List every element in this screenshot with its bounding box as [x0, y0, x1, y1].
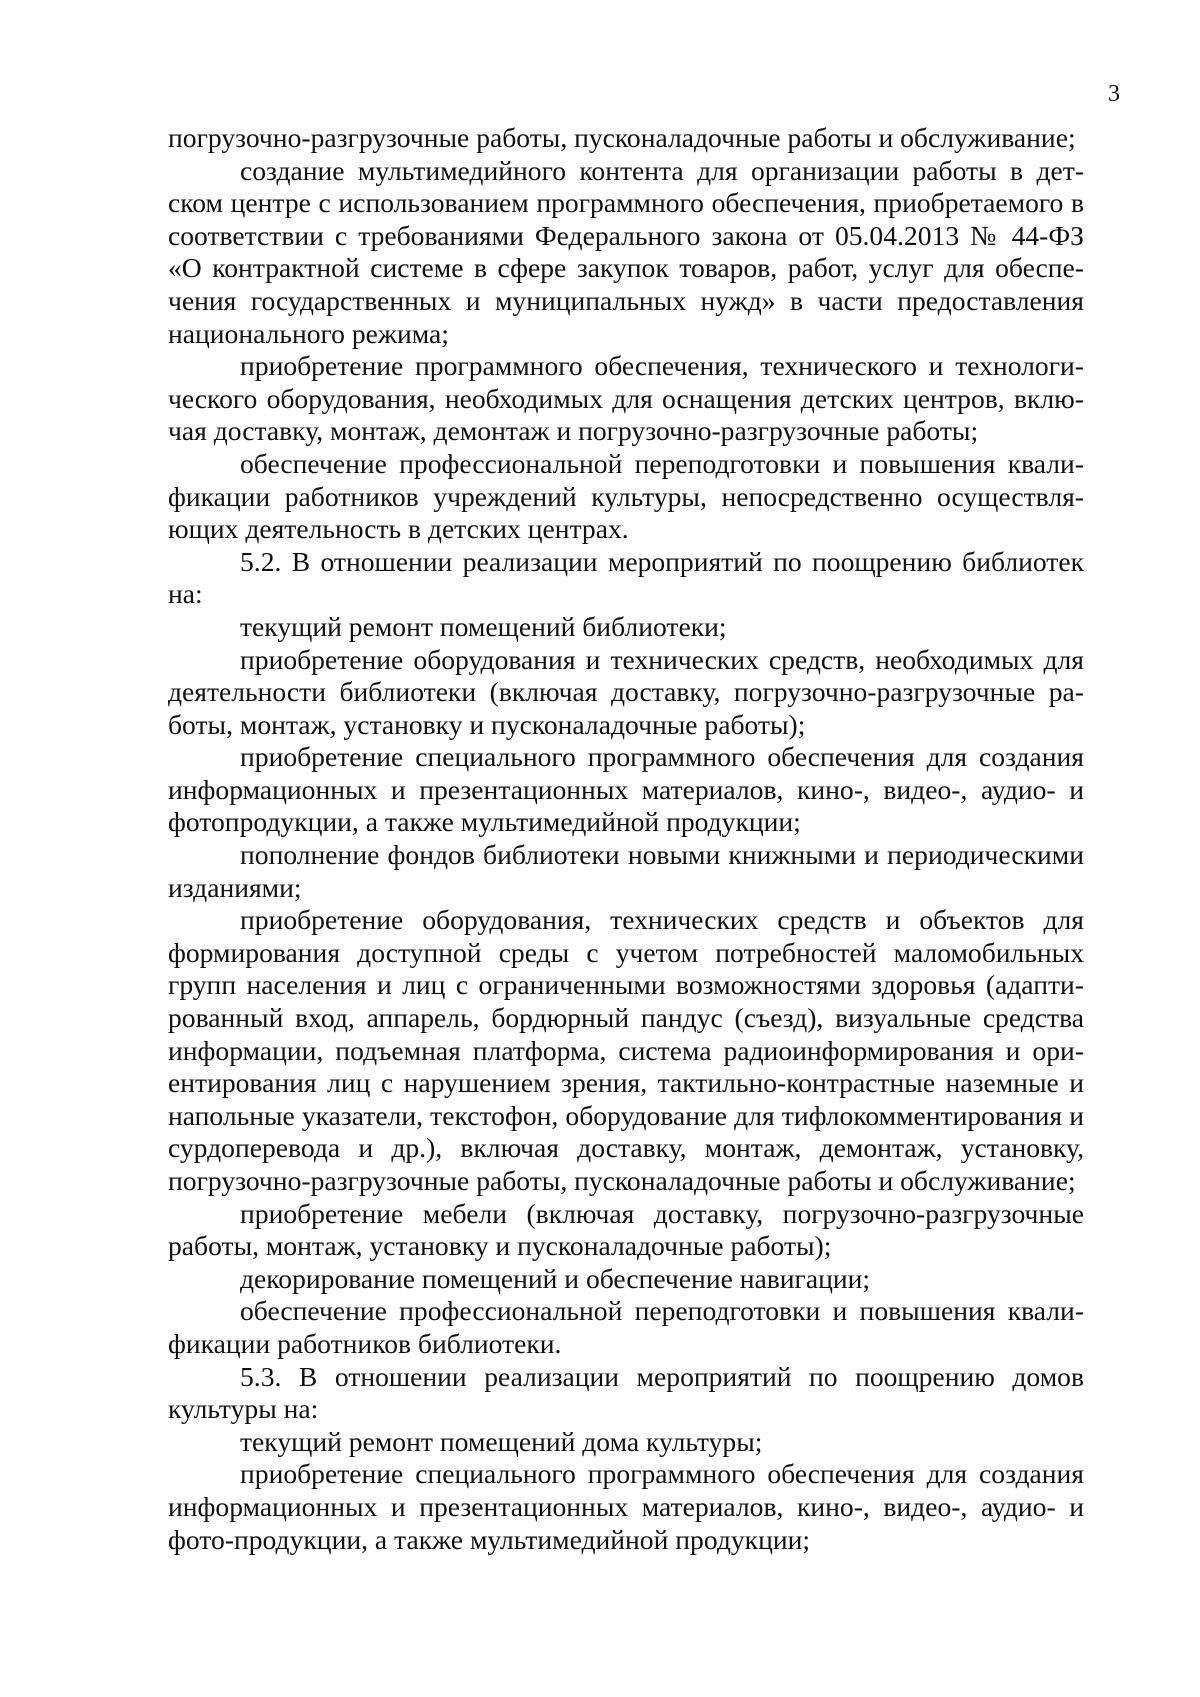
paragraph-library-repair: текущий ремонт помещений библиотеки;: [240, 610, 727, 642]
document-body: [168, 122, 1084, 1556]
paragraph-library-funds: пополнение фондов библиотеки новыми книжными и периодическими изданиями;: [168, 839, 1084, 903]
paragraph-accessible-environment: приобретение оборудования, технических средств и объектов для формирования доступной среды с учетом потребностей маломобильных групп населения и лиц с ограниченными возможностями здоровья (адаптированный вход, аппарель, бордюрный пандус (съезд), визуальные средства информации, подъемная платформа, система радиоинформирования и ориентирования лиц с нарушением зрения, тактильно-контрастные наземные и напольные указатели, текстофон, оборудование для тифлокомментирования и сурдоперевода и др.), включая доставку, монтаж, демонтаж, установку, погрузочно-разгрузочные работы, пусконаладочные работы и обслуживание;: [168, 904, 1084, 1196]
paragraph-library-staff-training: обеспечение профессиональной переподготовки и повышения квалификации работников библиотеки.: [168, 1295, 1084, 1359]
paragraph-furniture: приобретение мебели (включая доставку, погрузочно-разгрузочные работы, монтаж, установку и пусконаладочные работы);: [168, 1197, 1084, 1262]
section-5-2-heading: 5.2. В отношении реализации мероприятий по поощрению библиотек на:: [168, 545, 1084, 610]
paragraph-culture-house-repair: текущий ремонт помещений дома культуры;: [240, 1425, 763, 1457]
paragraph-staff-training-centers: обеспечение профессиональной переподготовки и повышения квалификации работников учреждений культуры, непосредственно осуществляющих деятельность в детских центрах.: [168, 447, 1084, 545]
paragraph-culture-house-software: приобретение специального программного обеспечения для создания информационных и презентационных материалов, кино-, видео-, аудио- и фото-продукции, а также мультимедийной продукции;: [168, 1458, 1084, 1555]
paragraph-continuation: погрузочно-разгрузочные работы, пусконаладочные работы и обслуживание;: [168, 122, 1076, 153]
paragraph-software-equipment: приобретение программного обеспечения, технического и технологического оборудования, необходимых для оснащения детских центров, включая доставку, монтаж, демонтаж и погрузочно-разгрузочные работы;: [168, 350, 1084, 447]
paragraph-library-equipment: приобретение оборудования и технических средств, необходимых для деятельности библиотеки (включая доставку, погрузочно-разгрузочные работы, монтаж, установку и пусконаладочные работы);: [168, 643, 1084, 740]
section-5-3-heading: 5.3. В отношении реализации мероприятий по поощрению домов культуры на:: [168, 1360, 1084, 1425]
paragraph-decoration-navigation: декорирование помещений и обеспечение навигации;: [240, 1262, 871, 1294]
paragraph-multimedia-content: создание мультимедийного контента для организации работы в детском центре с использованием программного обеспечения, приобретаемого в соответствии с требованиями Федерального закона от 05.04.2013 № 44-ФЗ «О контрактной системе в сфере закупок товаров, работ, услуг для обеспечения государственных и муниципальных нужд» в части предоставления национального режима;: [168, 154, 1084, 349]
page-number: 3: [1108, 81, 1120, 107]
paragraph-library-software: приобретение специального программного обеспечения для создания информационных и презентационных материалов, кино-, видео-, аудио- и фотопродукции, а также мультимедийной продукции;: [168, 741, 1084, 838]
